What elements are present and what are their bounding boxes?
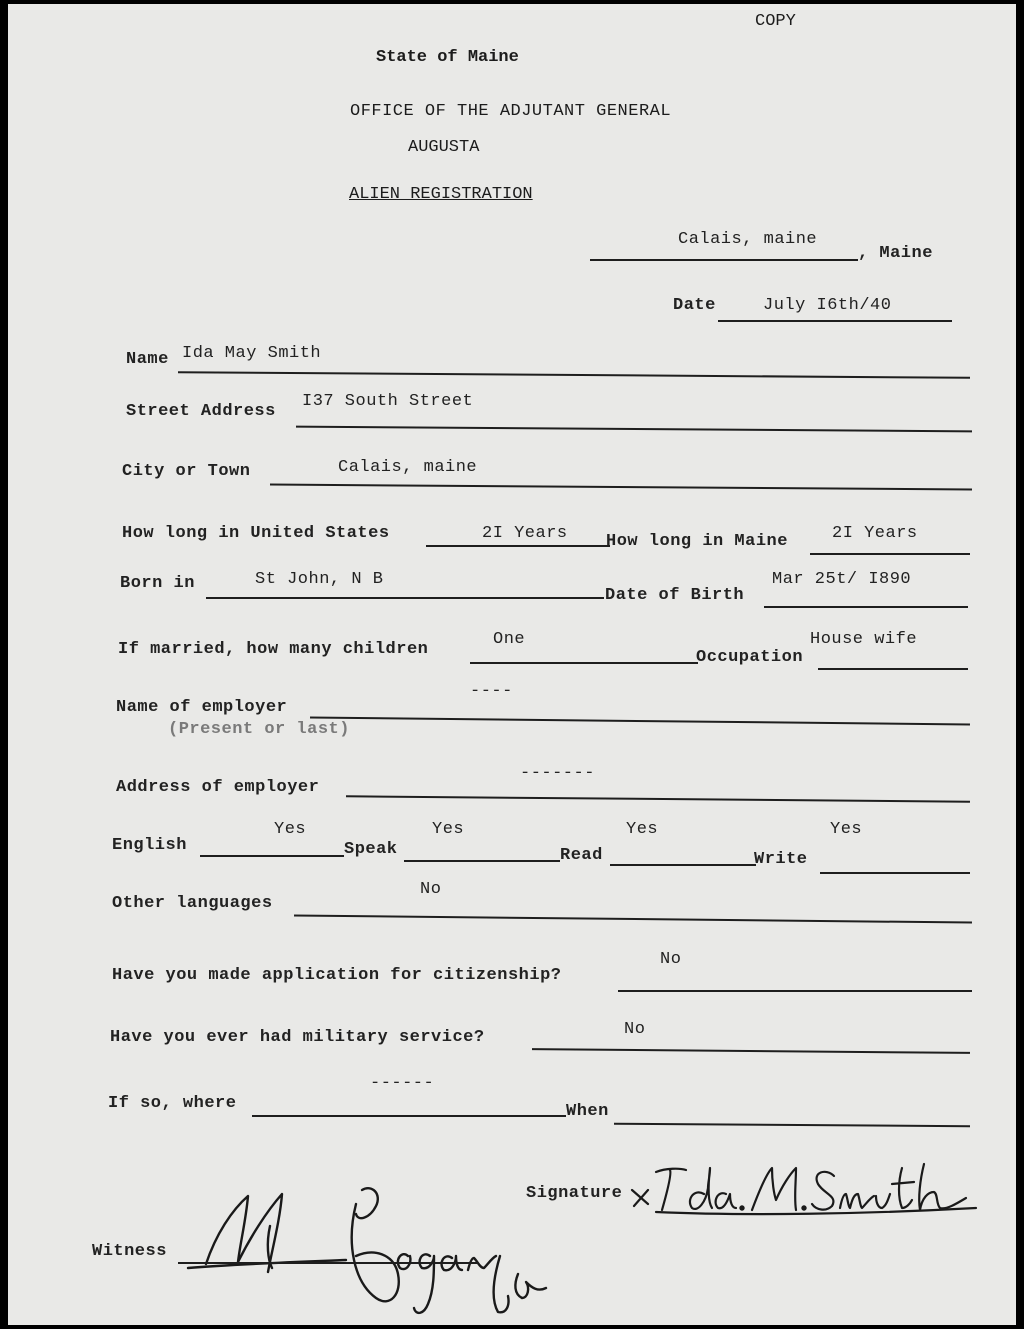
citizenship-value: No — [660, 950, 682, 969]
when-line — [614, 1123, 970, 1127]
city-heading: AUGUSTA — [408, 138, 480, 157]
witness-signature — [176, 1164, 556, 1324]
street-value: I37 South Street — [302, 392, 474, 411]
occupation-value: House wife — [810, 630, 918, 649]
employer-address-label: Address of employer — [116, 778, 320, 797]
speak-label: Speak — [344, 840, 398, 859]
where-line — [252, 1115, 566, 1117]
military-value: No — [624, 1020, 646, 1039]
form-title: ALIEN REGISTRATION — [349, 185, 533, 204]
copy-mark: COPY — [755, 12, 796, 31]
employer-value: ---- — [470, 682, 513, 701]
city-town-line — [270, 484, 972, 491]
employer-address-value: ------- — [520, 764, 595, 783]
born-line — [206, 597, 604, 599]
military-line — [532, 1048, 970, 1054]
registration-form — [8, 4, 1016, 1325]
employer-address-line — [346, 795, 970, 802]
speak-line — [404, 860, 560, 862]
office-heading: OFFICE OF THE ADJUTANT GENERAL — [350, 102, 672, 121]
date-label: Date — [673, 296, 716, 315]
us-duration-label: How long in United States — [122, 524, 390, 543]
other-languages-value: No — [420, 880, 442, 899]
date-line — [718, 320, 952, 322]
born-label: Born in — [120, 574, 195, 593]
street-label: Street Address — [126, 402, 276, 421]
read-line — [610, 864, 756, 866]
occupation-line — [818, 668, 968, 670]
english-line — [200, 855, 344, 857]
write-line — [820, 872, 970, 874]
speak-value: Yes — [432, 820, 465, 839]
read-label: Read — [560, 846, 603, 865]
us-duration-line — [426, 545, 610, 547]
write-label: Write — [754, 850, 808, 869]
place-suffix: , Maine — [858, 244, 933, 263]
employer-label: Name of employer — [116, 698, 288, 717]
occupation-label: Occupation — [696, 648, 804, 667]
us-duration-value: 2I Years — [482, 524, 568, 543]
maine-duration-value: 2I Years — [832, 524, 918, 543]
where-value: ------ — [370, 1074, 435, 1093]
military-label: Have you ever had military service? — [110, 1028, 485, 1047]
state-heading: State of Maine — [376, 48, 519, 67]
witness-label: Witness — [92, 1242, 167, 1261]
children-line — [470, 662, 698, 664]
other-languages-label: Other languages — [112, 894, 273, 913]
maine-duration-line — [810, 553, 970, 555]
children-value: One — [493, 630, 526, 649]
born-value: St John, N B — [255, 570, 384, 589]
place-value: Calais, maine — [678, 230, 818, 249]
dob-label: Date of Birth — [605, 586, 745, 605]
name-label: Name — [126, 350, 169, 369]
date-value: July I6th/40 — [763, 296, 892, 315]
place-line — [590, 259, 858, 261]
where-label: If so, where — [108, 1094, 237, 1113]
english-label: English — [112, 836, 187, 855]
when-label: When — [566, 1102, 609, 1121]
employer-sublabel: (Present or last) — [168, 720, 350, 739]
children-label: If married, how many children — [118, 640, 429, 659]
witness-line — [178, 1262, 478, 1264]
other-languages-line — [294, 914, 972, 923]
street-line — [296, 426, 972, 433]
name-value: Ida May Smith — [182, 344, 322, 363]
city-town-label: City or Town — [122, 462, 251, 481]
signature-label: Signature — [526, 1184, 623, 1203]
name-line — [178, 371, 970, 379]
write-value: Yes — [830, 820, 863, 839]
maine-duration-label: How long in Maine — [606, 532, 788, 551]
city-town-value: Calais, maine — [338, 458, 478, 477]
applicant-signature — [626, 1154, 986, 1224]
dob-line — [764, 606, 968, 608]
citizenship-label: Have you made application for citizenship? — [112, 966, 562, 985]
employer-line — [310, 717, 970, 726]
citizenship-line — [618, 990, 972, 992]
english-value: Yes — [274, 820, 307, 839]
read-value: Yes — [626, 820, 659, 839]
dob-value: Mar 25t/ I890 — [772, 570, 912, 589]
